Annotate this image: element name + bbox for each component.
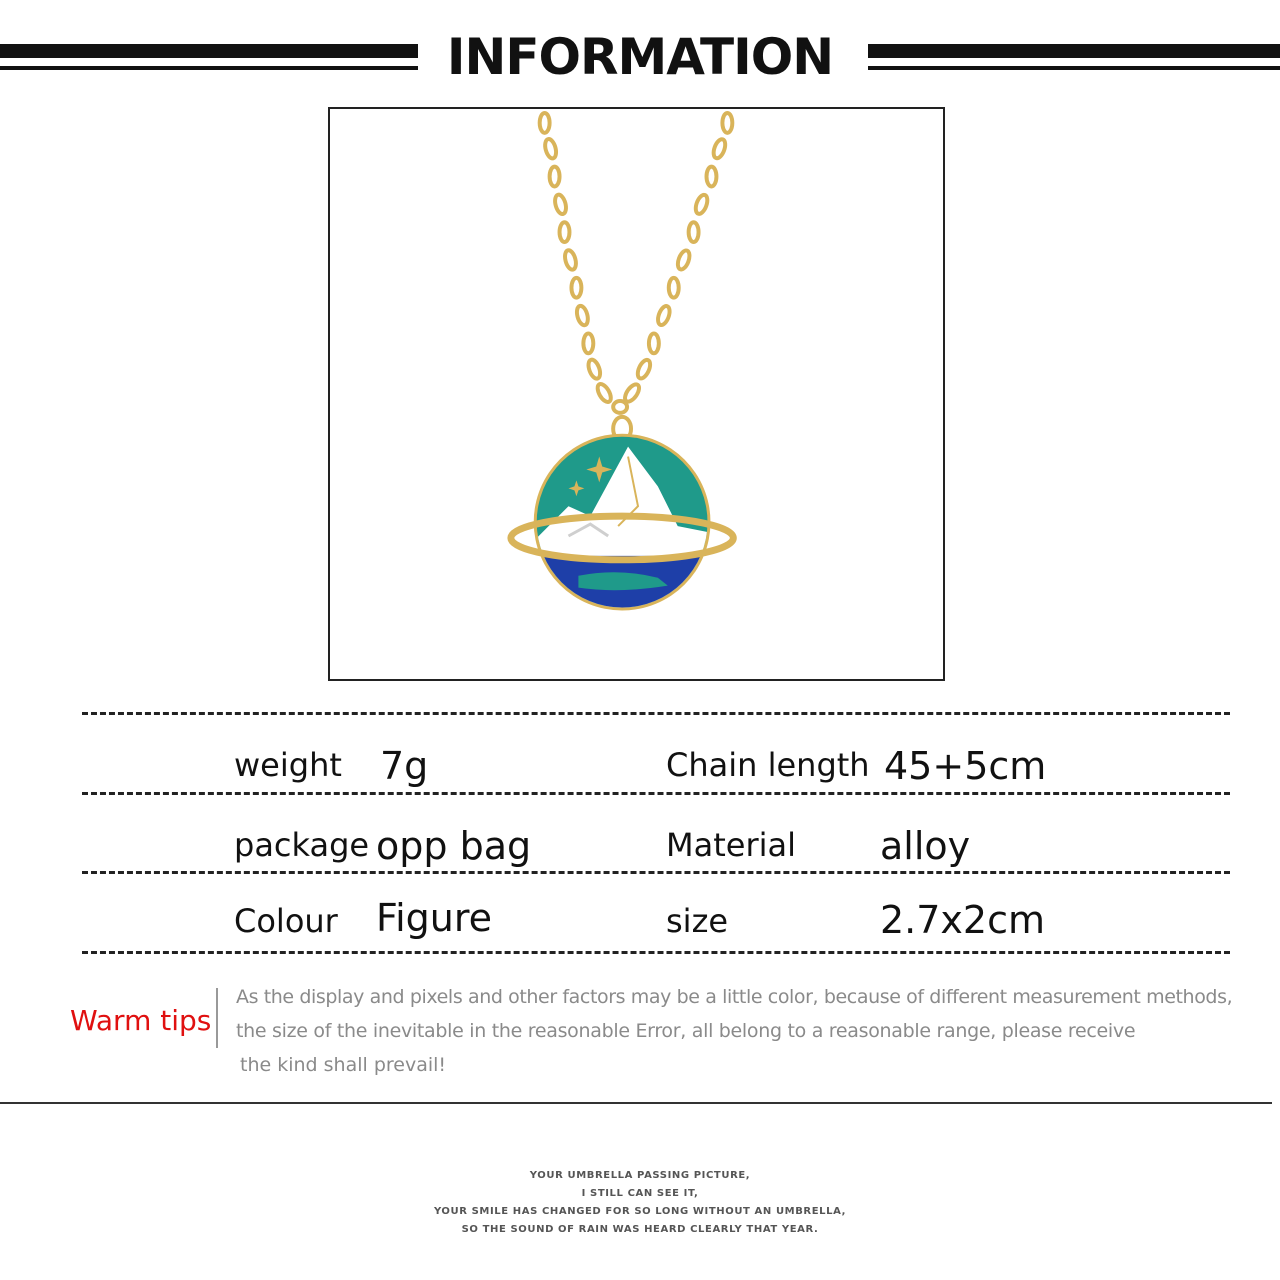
warm-tips-line: the kind shall prevail! bbox=[240, 1054, 447, 1076]
footer-line: SO THE SOUND OF RAIN WAS HEARD CLEARLY THAT YEAR. bbox=[461, 1224, 819, 1235]
warm-tips-divider bbox=[216, 988, 218, 1048]
footer-line: YOUR UMBRELLA PASSING PICTURE, bbox=[529, 1170, 751, 1181]
warm-tips-line: As the display and pixels and other factors may be a little color, because of different measurement methods, bbox=[236, 986, 1233, 1008]
product-photo bbox=[328, 107, 945, 681]
page-title: INFORMATION bbox=[446, 28, 834, 86]
spec-label-chain-length: Chain length bbox=[666, 746, 870, 784]
table-divider bbox=[82, 792, 1230, 795]
table-divider bbox=[82, 712, 1230, 715]
spec-label-material: Material bbox=[666, 826, 796, 864]
spec-value-size: 2.7x2cm bbox=[880, 898, 1046, 942]
planet-pendant bbox=[511, 427, 733, 626]
table-divider bbox=[82, 951, 1230, 954]
spec-label-size: size bbox=[666, 902, 729, 940]
spec-value-material: alloy bbox=[880, 824, 971, 868]
warm-tips-label: Warm tips bbox=[70, 1004, 212, 1037]
spec-label-colour: Colour bbox=[234, 902, 338, 940]
header-right-bar-thin bbox=[868, 66, 1280, 70]
warm-tips-line: the size of the inevitable in the reasonable Error, all belong to a reasonable range, please receive bbox=[236, 1020, 1136, 1042]
spec-value-colour: Figure bbox=[376, 896, 493, 940]
header-right-bar-thick bbox=[868, 44, 1280, 58]
spec-value-chain-length: 45+5cm bbox=[884, 744, 1047, 788]
spec-value-package: opp bag bbox=[376, 824, 532, 868]
footer-line: YOUR SMILE HAS CHANGED FOR SO LONG WITHOUT AN UMBRELLA, bbox=[433, 1206, 847, 1217]
necklace-chain bbox=[540, 113, 733, 441]
header-left-bar-thin bbox=[0, 66, 418, 70]
spec-label-weight: weight bbox=[234, 746, 342, 784]
spec-value-weight: 7g bbox=[380, 744, 429, 788]
spec-label-package: package bbox=[234, 826, 370, 864]
table-divider bbox=[82, 871, 1230, 874]
header-left-bar-thick bbox=[0, 44, 418, 58]
section-divider bbox=[0, 1102, 1272, 1104]
footer-line: I STILL CAN SEE IT, bbox=[581, 1188, 699, 1199]
